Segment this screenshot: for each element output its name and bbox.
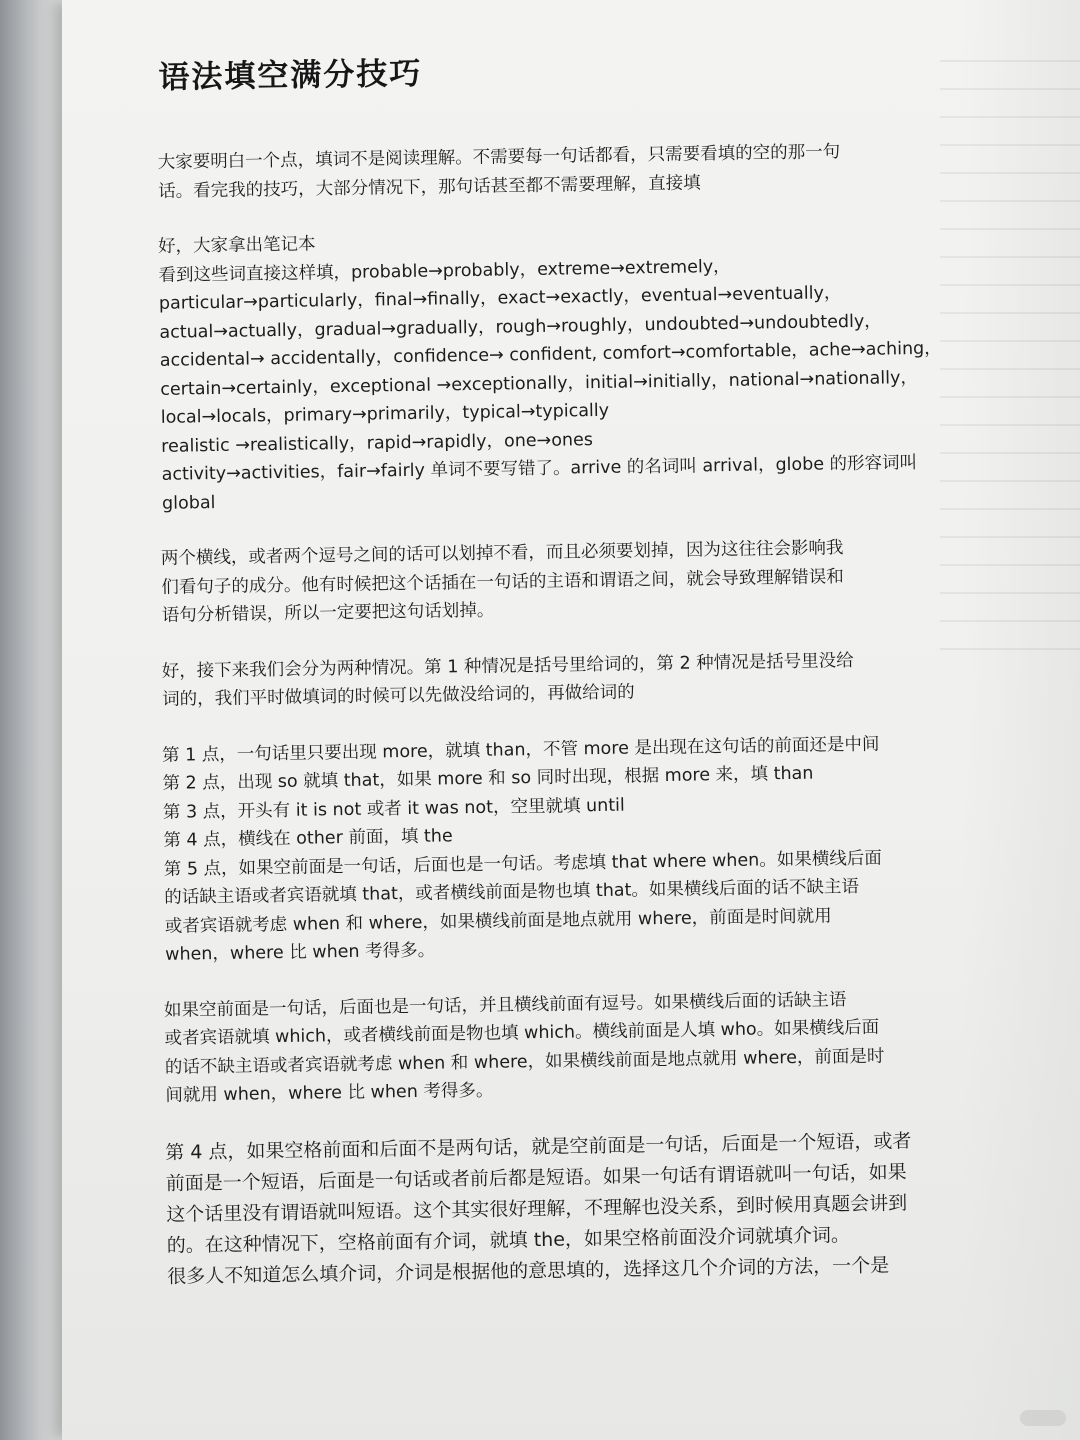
book-page [62,0,1080,1440]
page-title: 语法填空满分技巧 [158,55,423,96]
paragraph-comma-rule: 如果空前面是一句话，后面也是一句话，并且横线前面有逗号。如果横线后面的话缺主语 或者宾语就填 which，或者横线前面是物也填 which。横线前面是人填 who。如果横线后面 的话不缺主语或者宾语就考虑 when 和 where，如果横线前面是地点就用 where，前面是时 间就用 when，where 比 when 考得多。 [163,989,885,1106]
watermark-badge [1020,1410,1066,1426]
paragraph-intro: 大家要明白一个点，填词不是阅读理解。不需要每一句话都看，只需要看填的空的那一句 话。看完我的技巧，大部分情况下，那句话甚至都不需要理解，直接填 [157,142,841,202]
paragraph-word-list: 好，大家拿出笔记本 看到这些词直接这样填，probable→probably，extreme→extremely， particular→particularly，final→finally，exact→exactly，eventual→eventually， actual→actually，gradual→gradually，rough→roughly，undoubted→undoubtedly， accidental→ accidentally，confidence→ confident, comfort→comfortable，ache→aching， certain→certainly，exceptional →exceptionally，initial→initially，national→nationally， local→locals，primary→primarily，typical→typically realistic →realistically，rapid→rapidly，one→ones activity→activities，fair→fairly 单词不要写错了。arrive 的名词叫 arrival，globe 的形容词叫 global [157,234,942,514]
paragraph-two-cases: 好，接下来我们会分为两种情况。第 1 种情况是括号里给词的，第 2 种情况是括号里没给 词的，我们平时做填词的时候可以先做没给词的，再做给词的 [161,650,854,710]
paragraph-points: 第 1 点，一句话里只要出现 more，就填 than，不管 more 是出现在这句话的前面还是中间 第 2 点，出现 so 就填 that，如果 more 和 so 同时出现，根据 more 来，填 than 第 3 点，开头有 it is not 或者 it was not，空里就填 until 第 4 点，横线在 other 前面，填 the 第 5 点，如果空前面是一句话，后面也是一句话。考虑填 that where when。如果横线后面 的话缺主语或者宾语就填 that，或者横线前面是物也填 that。如果横线后面的话不缺主语 或者宾语就考虑 when 和 where，如果横线前面是地点就用 where，前面是时间就用 when，where 比 when 考得多。 [161,734,882,965]
paragraph-dashes: 两个横线，或者两个逗号之间的话可以划掉不看，而且必须要划掉，因为这往往会影响我 们看句子的成分。他有时候把这个话插在一句话的主语和谓语之间，就会导致理解错误和 语句分析错误，所以一定要把这句话划掉。 [160,538,844,626]
page-content [148,39,1007,1293]
paragraph-point-4-phrases: 第 4 点，如果空格前面和后面不是两句话，就是空前面是一句话，后面是一个短语，或者 前面是一个短语，后面是一句话或者前后都是短语。如果一句话有谓语就叫一句话，如果 这个话里没有谓语就叫短语。这个其实很好理解，不理解也没关系，到时候用真题会讲到 的。在这种情况下，空格前面有介词，就填 the，如果空格前面没介词就填介词。 很多人不知道怎么填介词，介词是根据他的意思填的，选择这几个介词的方法，一个是 [165,1129,912,1288]
